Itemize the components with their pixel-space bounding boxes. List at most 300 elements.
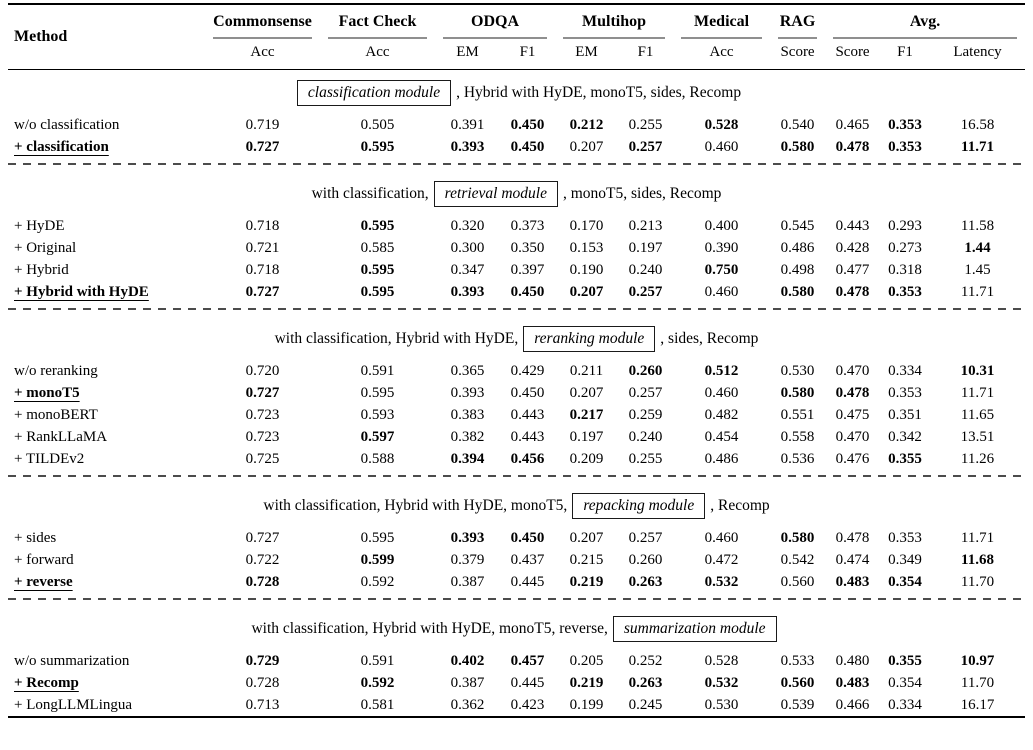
value-cell: 0.318 <box>888 261 922 278</box>
subheader-odqa-em: EM <box>435 39 500 70</box>
section-config-repacking-module <box>8 493 1025 519</box>
value-cell: 0.722 <box>245 551 280 568</box>
value-cell: 0.478 <box>835 384 870 401</box>
section-config-suffix: , Recomp <box>710 497 770 514</box>
value-cell: 0.539 <box>780 696 815 713</box>
value-cell: 0.595 <box>360 283 395 300</box>
section-config-classification-module <box>8 80 1025 106</box>
value-cell: 0.558 <box>780 428 815 445</box>
value-cell: 0.476 <box>835 450 870 467</box>
value-cell: 0.486 <box>704 450 739 467</box>
group-header-odqa <box>435 4 555 39</box>
value-cell: 0.205 <box>569 652 604 669</box>
module-name-box: reranking module <box>523 326 655 352</box>
section-header-row <box>8 70 1025 115</box>
value-cell: 11.70 <box>960 674 995 691</box>
value-cell: 0.355 <box>888 450 922 467</box>
group-header-fact-check <box>320 4 435 39</box>
value-cell: 0.474 <box>835 551 870 568</box>
value-cell: 0.390 <box>704 239 739 256</box>
table-row <box>8 259 1025 281</box>
value-cell: 0.400 <box>704 217 739 234</box>
table-row <box>8 215 1025 237</box>
table-row <box>8 360 1025 382</box>
table-row <box>8 382 1025 404</box>
value-cell: 0.595 <box>360 261 395 278</box>
value-cell: 0.443 <box>510 406 545 423</box>
value-cell: 0.560 <box>780 573 815 590</box>
value-cell: 0.581 <box>360 696 395 713</box>
value-cell: 0.342 <box>888 428 922 445</box>
method-label: + reverse <box>14 573 73 590</box>
value-cell: 0.482 <box>704 406 739 423</box>
value-cell: 0.470 <box>835 428 870 445</box>
value-cell: 0.199 <box>569 696 604 713</box>
value-cell: 0.255 <box>628 116 663 133</box>
value-cell: 0.595 <box>360 217 395 234</box>
value-cell: 0.466 <box>835 696 870 713</box>
value-cell: 0.257 <box>628 529 663 546</box>
dashed-rule <box>8 475 1025 477</box>
value-cell: 0.532 <box>704 674 739 691</box>
table-row <box>8 650 1025 672</box>
value-cell: 0.560 <box>780 674 815 691</box>
value-cell: 0.477 <box>835 261 870 278</box>
group-label: Multihop <box>582 13 647 30</box>
value-cell: 0.273 <box>888 239 922 256</box>
value-cell: 0.334 <box>888 696 922 713</box>
value-cell: 0.259 <box>628 406 663 423</box>
value-cell: 0.353 <box>888 283 922 300</box>
value-cell: 0.320 <box>450 217 485 234</box>
value-cell: 0.719 <box>245 116 280 133</box>
section-header-row <box>8 171 1025 215</box>
section-config-prefix: with classification, Hybrid with HyDE, <box>274 330 519 347</box>
module-name-box: repacking module <box>572 493 705 519</box>
value-cell: 0.353 <box>888 529 922 546</box>
value-cell: 0.219 <box>569 573 604 590</box>
method-cell-tildev2 <box>8 448 205 470</box>
section-header-cell <box>8 483 1025 527</box>
section-config-reranking-module <box>8 326 1025 352</box>
value-cell: 0.209 <box>569 450 604 467</box>
table-row <box>8 281 1025 303</box>
value-cell: 0.373 <box>510 217 545 234</box>
value-cell: 0.393 <box>450 529 485 546</box>
value-cell: 0.429 <box>510 362 545 379</box>
value-cell: 0.362 <box>450 696 485 713</box>
section-config-suffix: , monoT5, sides, Recomp <box>562 185 722 202</box>
value-cell: 0.713 <box>245 696 280 713</box>
dashed-rule <box>8 598 1025 600</box>
value-cell: 0.365 <box>450 362 485 379</box>
method-label: + sides <box>14 529 57 546</box>
value-cell: 10.97 <box>960 652 995 669</box>
value-cell: 0.207 <box>569 138 604 155</box>
value-cell: 11.65 <box>960 406 995 423</box>
value-cell: 0.551 <box>780 406 815 423</box>
method-cell-hybrid <box>8 259 205 281</box>
table-row <box>8 114 1025 136</box>
value-cell: 0.450 <box>510 283 545 300</box>
table-row <box>8 549 1025 571</box>
value-cell: 0.443 <box>510 428 545 445</box>
subheader-multihop-f1: F1 <box>618 39 673 70</box>
value-cell: 0.393 <box>450 283 485 300</box>
value-cell: 0.478 <box>835 529 870 546</box>
method-cell-sides <box>8 527 205 549</box>
value-cell: 0.465 <box>835 116 870 133</box>
group-header-commonsense <box>205 4 320 39</box>
value-cell: 0.153 <box>569 239 604 256</box>
value-cell: 0.353 <box>888 138 922 155</box>
section-config-prefix: with classification, Hybrid with HyDE, monoT5, reverse, <box>251 620 608 637</box>
section-header-cell <box>8 316 1025 360</box>
table-row <box>8 672 1025 694</box>
value-cell: 0.599 <box>360 551 395 568</box>
value-cell: 0.718 <box>245 261 280 278</box>
value-cell: 0.498 <box>780 261 815 278</box>
value-cell: 0.478 <box>835 283 870 300</box>
section-header-cell <box>8 171 1025 215</box>
method-label: w/o reranking <box>14 362 98 379</box>
value-cell: 0.592 <box>360 573 395 590</box>
value-cell: 0.190 <box>569 261 604 278</box>
section-header-row <box>8 316 1025 360</box>
separator-cell <box>8 303 1025 316</box>
value-cell: 0.470 <box>835 362 870 379</box>
section-config-prefix: with classification, Hybrid with HyDE, monoT5, <box>263 497 568 514</box>
value-cell: 0.528 <box>704 116 739 133</box>
method-cell-w-o-reranking <box>8 360 205 382</box>
value-cell: 11.70 <box>960 573 995 590</box>
value-cell: 0.580 <box>780 138 815 155</box>
value-cell: 0.349 <box>888 551 922 568</box>
value-cell: 0.483 <box>835 674 870 691</box>
value-cell: 0.445 <box>510 573 545 590</box>
value-cell: 0.354 <box>888 573 922 590</box>
method-label: + TILDEv2 <box>14 450 85 467</box>
value-cell: 0.478 <box>835 138 870 155</box>
section-config-suffix: , Hybrid with HyDE, monoT5, sides, Recomp <box>456 84 742 101</box>
group-label: Commonsense <box>213 13 312 30</box>
section-header-row <box>8 606 1025 650</box>
value-cell: 0.457 <box>510 652 545 669</box>
value-cell: 0.454 <box>704 428 739 445</box>
value-cell: 0.397 <box>510 261 545 278</box>
value-cell: 0.472 <box>704 551 739 568</box>
value-cell: 0.460 <box>704 529 739 546</box>
table-header <box>8 4 1025 70</box>
value-cell: 0.460 <box>704 384 739 401</box>
value-cell: 0.347 <box>450 261 485 278</box>
value-cell: 0.263 <box>628 674 663 691</box>
group-header-rag <box>770 4 825 39</box>
table-row <box>8 237 1025 259</box>
method-label: + Original <box>14 239 77 256</box>
value-cell: 0.460 <box>704 138 739 155</box>
value-cell: 0.393 <box>450 384 485 401</box>
group-label: Medical <box>693 13 750 30</box>
value-cell: 0.512 <box>704 362 739 379</box>
method-cell-w-o-summarization <box>8 650 205 672</box>
value-cell: 0.591 <box>360 652 395 669</box>
section-separator-row <box>8 593 1025 606</box>
method-label: + RankLLaMA <box>14 428 108 445</box>
value-cell: 0.257 <box>628 384 663 401</box>
value-cell: 0.450 <box>510 529 545 546</box>
value-cell: 0.334 <box>888 362 922 379</box>
method-label: + HyDE <box>14 217 65 234</box>
value-cell: 0.718 <box>245 217 280 234</box>
value-cell: 1.44 <box>964 239 991 256</box>
value-cell: 0.300 <box>450 239 485 256</box>
value-cell: 0.727 <box>245 283 280 300</box>
value-cell: 1.45 <box>964 261 991 278</box>
value-cell: 0.536 <box>780 450 815 467</box>
value-cell: 0.353 <box>888 384 922 401</box>
value-cell: 0.240 <box>628 428 663 445</box>
value-cell: 0.387 <box>450 573 485 590</box>
method-column-header <box>8 4 205 70</box>
value-cell: 0.729 <box>245 652 280 669</box>
group-header-medical <box>673 4 770 39</box>
table-row <box>8 404 1025 426</box>
value-cell: 0.528 <box>704 652 739 669</box>
value-cell: 0.585 <box>360 239 395 256</box>
value-cell: 0.212 <box>569 116 604 133</box>
subheader-commonsense-acc: Acc <box>205 39 320 70</box>
value-cell: 11.71 <box>960 283 995 300</box>
value-cell: 11.58 <box>960 217 995 234</box>
value-cell: 11.71 <box>961 138 994 155</box>
value-cell: 0.475 <box>835 406 870 423</box>
value-cell: 0.387 <box>450 674 485 691</box>
value-cell: 0.255 <box>628 450 663 467</box>
value-cell: 0.505 <box>360 116 395 133</box>
subheader-odqa-f1: F1 <box>500 39 555 70</box>
group-header-avg <box>825 4 1025 39</box>
value-cell: 0.437 <box>510 551 545 568</box>
table-row <box>8 136 1025 158</box>
subheader-avg-f1: F1 <box>880 39 930 70</box>
value-cell: 0.197 <box>628 239 663 256</box>
section-config-retrieval-module <box>8 181 1025 207</box>
value-cell: 0.445 <box>510 674 545 691</box>
value-cell: 0.588 <box>360 450 395 467</box>
value-cell: 0.219 <box>569 674 604 691</box>
method-cell-reverse <box>8 571 205 593</box>
value-cell: 0.211 <box>569 362 604 379</box>
value-cell: 0.597 <box>360 428 395 445</box>
value-cell: 0.245 <box>628 696 663 713</box>
method-cell-monot5 <box>8 382 205 404</box>
method-label: w/o summarization <box>14 652 130 669</box>
value-cell: 0.260 <box>628 551 663 568</box>
table-row <box>8 571 1025 593</box>
value-cell: 16.17 <box>960 696 995 713</box>
value-cell: 0.591 <box>360 362 395 379</box>
section-separator-row <box>8 470 1025 483</box>
value-cell: 0.595 <box>360 138 395 155</box>
value-cell: 0.592 <box>360 674 395 691</box>
module-name-box: summarization module <box>613 616 777 642</box>
value-cell: 0.580 <box>780 529 815 546</box>
subheader-fact-check-acc: Acc <box>320 39 435 70</box>
group-label: Fact Check <box>338 13 417 30</box>
group-header-row <box>8 4 1025 39</box>
value-cell: 0.428 <box>835 239 870 256</box>
group-header-multihop <box>555 4 673 39</box>
value-cell: 0.723 <box>245 406 280 423</box>
method-label: + LongLLMLingua <box>14 696 133 713</box>
value-cell: 0.595 <box>360 529 395 546</box>
value-cell: 0.580 <box>780 384 815 401</box>
method-label: + Hybrid <box>14 261 69 278</box>
section-header-cell <box>8 606 1025 650</box>
value-cell: 0.217 <box>569 406 604 423</box>
subheader-multihop-em: EM <box>555 39 618 70</box>
value-cell: 0.533 <box>780 652 815 669</box>
value-cell: 11.71 <box>960 529 995 546</box>
value-cell: 0.293 <box>888 217 922 234</box>
value-cell: 0.353 <box>888 116 922 133</box>
method-label: + forward <box>14 551 74 568</box>
value-cell: 0.480 <box>835 652 870 669</box>
value-cell: 11.68 <box>961 551 994 568</box>
rag-ablation-results-table <box>8 3 1025 718</box>
table-row <box>8 426 1025 448</box>
value-cell: 0.486 <box>780 239 815 256</box>
value-cell: 13.51 <box>960 428 995 445</box>
value-cell: 0.595 <box>360 384 395 401</box>
value-cell: 0.728 <box>245 674 280 691</box>
dashed-rule <box>8 163 1025 165</box>
value-cell: 0.545 <box>780 217 815 234</box>
value-cell: 0.721 <box>245 239 280 256</box>
value-cell: 0.460 <box>704 283 739 300</box>
subheader-avg-score: Score <box>825 39 880 70</box>
value-cell: 11.71 <box>960 384 995 401</box>
value-cell: 0.727 <box>245 384 280 401</box>
value-cell: 0.530 <box>780 362 815 379</box>
method-cell-forward <box>8 549 205 571</box>
group-label: ODQA <box>471 13 519 30</box>
section-config-summarization-module <box>8 616 1025 642</box>
table-body <box>8 70 1025 718</box>
method-cell-longllmlingua <box>8 694 205 717</box>
value-cell: 11.26 <box>960 450 995 467</box>
value-cell: 0.257 <box>628 283 663 300</box>
dashed-rule <box>8 308 1025 310</box>
value-cell: 0.727 <box>245 529 280 546</box>
value-cell: 0.725 <box>245 450 280 467</box>
value-cell: 0.257 <box>628 138 663 155</box>
value-cell: 16.58 <box>960 116 995 133</box>
method-column-label: Method <box>14 28 68 45</box>
value-cell: 0.355 <box>888 652 922 669</box>
method-cell-hyde <box>8 215 205 237</box>
method-cell-w-o-classification <box>8 114 205 136</box>
subheader-medical-acc: Acc <box>673 39 770 70</box>
value-cell: 0.394 <box>450 450 485 467</box>
value-cell: 0.382 <box>450 428 485 445</box>
group-label: RAG <box>779 13 816 30</box>
method-cell-monobert <box>8 404 205 426</box>
section-config-prefix: with classification, <box>311 185 429 202</box>
value-cell: 0.263 <box>628 573 663 590</box>
value-cell: 0.207 <box>569 384 604 401</box>
table-row <box>8 448 1025 470</box>
group-label: Avg. <box>909 13 941 30</box>
separator-cell <box>8 158 1025 171</box>
section-config-suffix: , sides, Recomp <box>660 330 759 347</box>
value-cell: 0.402 <box>450 652 485 669</box>
value-cell: 0.720 <box>245 362 280 379</box>
value-cell: 0.252 <box>628 652 663 669</box>
value-cell: 0.351 <box>888 406 922 423</box>
method-cell-original <box>8 237 205 259</box>
value-cell: 0.443 <box>835 217 870 234</box>
module-name-box: retrieval module <box>434 181 558 207</box>
method-cell-recomp <box>8 672 205 694</box>
value-cell: 0.391 <box>450 116 485 133</box>
value-cell: 0.350 <box>510 239 545 256</box>
value-cell: 0.532 <box>704 573 739 590</box>
value-cell: 0.750 <box>704 261 739 278</box>
value-cell: 0.383 <box>450 406 485 423</box>
method-label: + monoBERT <box>14 406 98 423</box>
value-cell: 0.727 <box>245 138 280 155</box>
value-cell: 0.540 <box>780 116 815 133</box>
section-separator-row <box>8 158 1025 171</box>
value-cell: 0.542 <box>780 551 815 568</box>
value-cell: 0.170 <box>569 217 604 234</box>
value-cell: 0.260 <box>628 362 663 379</box>
value-cell: 0.530 <box>704 696 739 713</box>
value-cell: 0.728 <box>245 573 280 590</box>
value-cell: 0.593 <box>360 406 395 423</box>
value-cell: 0.207 <box>569 283 604 300</box>
value-cell: 0.197 <box>569 428 604 445</box>
value-cell: 0.240 <box>628 261 663 278</box>
value-cell: 0.215 <box>569 551 604 568</box>
subheader-avg-latency: Latency <box>930 39 1025 70</box>
value-cell: 10.31 <box>960 362 995 379</box>
method-cell-classification <box>8 136 205 158</box>
separator-cell <box>8 593 1025 606</box>
value-cell: 0.723 <box>245 428 280 445</box>
value-cell: 0.450 <box>510 138 545 155</box>
value-cell: 0.423 <box>510 696 545 713</box>
value-cell: 0.207 <box>569 529 604 546</box>
value-cell: 0.450 <box>510 384 545 401</box>
method-label: + Recomp <box>14 674 79 691</box>
value-cell: 0.213 <box>628 217 663 234</box>
module-name-box: classification module <box>297 80 451 106</box>
method-label: + Hybrid with HyDE <box>14 283 149 300</box>
value-cell: 0.393 <box>450 138 485 155</box>
method-label: w/o classification <box>14 116 120 133</box>
separator-cell <box>8 470 1025 483</box>
subheader-rag-score: Score <box>770 39 825 70</box>
method-cell-rankllama <box>8 426 205 448</box>
method-cell-hybrid-with-hyde <box>8 281 205 303</box>
method-label: + classification <box>14 138 109 155</box>
section-header-cell <box>8 70 1025 115</box>
value-cell: 0.456 <box>510 450 545 467</box>
section-separator-row <box>8 303 1025 316</box>
